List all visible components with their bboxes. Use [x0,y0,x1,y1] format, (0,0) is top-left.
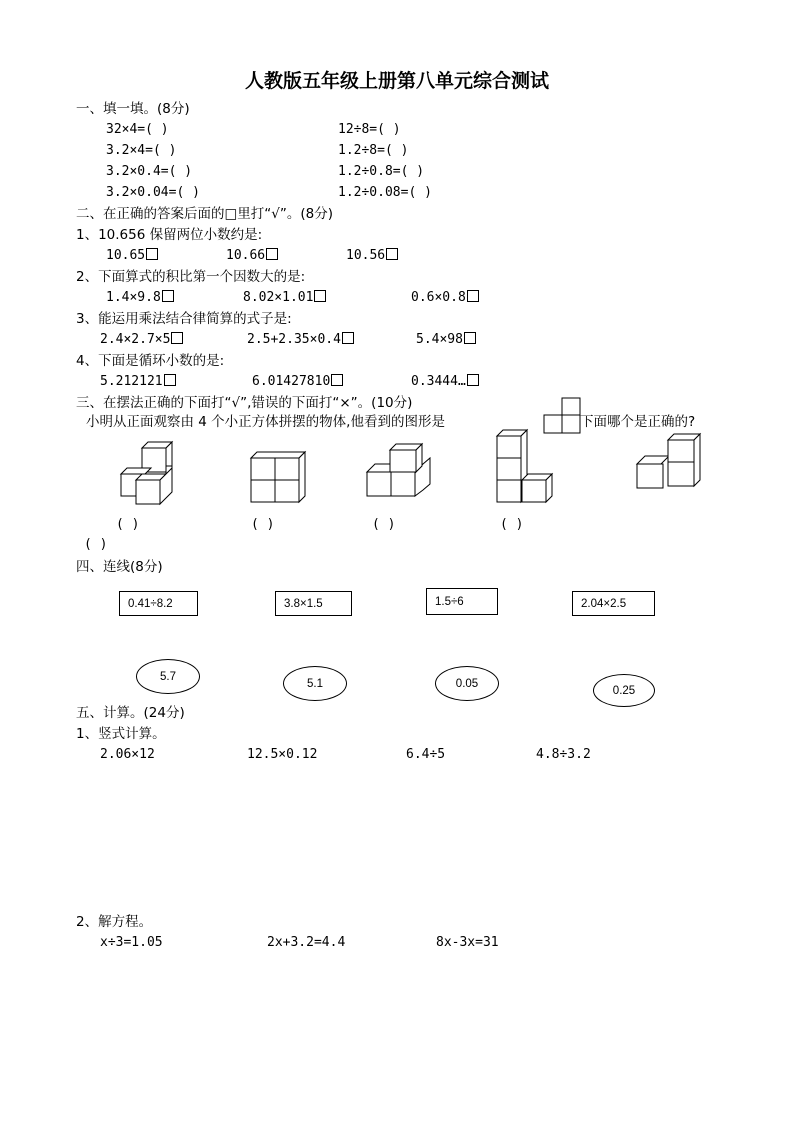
calc-item: 4.8÷3.2 [536,747,591,762]
page-title: 人教版五年级上册第八单元综合测试 [244,70,549,92]
checkbox-square[interactable] [464,332,476,344]
equation-item: 8x-3x=31 [436,935,499,950]
fill-item: 1.2÷0.08=( ) [338,185,432,200]
fill-item: 3.2×0.04=( ) [106,185,200,200]
expression-box[interactable]: 0.41÷8.2 [119,591,198,616]
calc-item: 6.4÷5 [406,747,446,762]
cube-figure-b [250,452,310,506]
subsection-vertical: 1、竖式计算。 [76,726,166,742]
fill-item: 32×4=( ) [106,122,169,137]
option-item: 0.3444… [411,374,479,390]
option-item: 8.02×1.01 [243,290,326,306]
expression-box[interactable]: 1.5÷6 [426,588,498,615]
calc-item: 12.5×0.12 [247,747,318,762]
checkbox-square[interactable] [164,374,176,386]
checkbox-square[interactable] [467,290,479,302]
answer-oval[interactable]: 0.05 [435,666,499,701]
question-3: 3、能运用乘法结合律简算的式子是: [76,311,292,327]
cube-figure-d [496,424,556,506]
section-2-heading: 二、在正确的答案后面的□里打“√”。(8分) [76,206,333,222]
section-5-heading: 五、计算。(24分) [76,705,185,721]
section-4-heading: 四、连线(8分) [76,559,163,575]
subsection-equations: 2、解方程。 [76,914,153,930]
answer-blank[interactable]: ( ) [116,517,140,532]
question-2: 2、下面算式的积比第一个因数大的是: [76,269,306,285]
option-item: 6.01427810 [252,374,343,390]
option-item: 2.4×2.7×5 [100,332,183,348]
option-item: 10.65 [106,248,158,264]
checkbox-square[interactable] [171,332,183,344]
answer-blank[interactable]: ( ) [500,517,524,532]
checkbox-square[interactable] [314,290,326,302]
expression-box[interactable]: 3.8×1.5 [275,591,352,616]
option-item: 5.4×98 [416,332,476,348]
cube-figure-e [636,434,706,496]
fill-item: 3.2×4=( ) [106,143,177,158]
fill-item: 1.2÷8=( ) [338,143,409,158]
question-1: 1、10.656 保留两位小数约是: [76,227,263,243]
answer-oval[interactable]: 0.25 [593,674,655,707]
answer-blank[interactable]: ( ) [372,517,396,532]
expression-box[interactable]: 2.04×2.5 [572,591,655,616]
calc-item: 2.06×12 [100,747,155,762]
option-item: 2.5+2.35×0.4 [247,332,354,348]
option-item: 10.56 [346,248,398,264]
option-item: 10.66 [226,248,278,264]
fill-item: 3.2×0.4=( ) [106,164,193,179]
checkbox-square[interactable] [266,248,278,260]
option-item: 0.6×0.8 [411,290,479,306]
checkbox-square[interactable] [331,374,343,386]
equation-item: x÷3=1.05 [100,935,163,950]
option-item: 5.212121 [100,374,176,390]
section-1-heading: 一、填一填。(8分) [76,101,190,117]
question-text: 小明从正面观察由 4 个小正方体拼摆的物体,他看到的图形是 [86,414,445,430]
cube-figure-c [366,444,436,498]
checkbox-square[interactable] [162,290,174,302]
cube-figure-a [118,440,178,506]
checkbox-square[interactable] [342,332,354,344]
checkbox-square[interactable] [146,248,158,260]
checkbox-square[interactable] [386,248,398,260]
fill-item: 12÷8=( ) [338,122,401,137]
fill-item: 1.2÷0.8=( ) [338,164,425,179]
checkbox-square[interactable] [467,374,479,386]
answer-blank[interactable]: ( ) [84,537,108,552]
section-3-heading: 三、在摆法正确的下面打“√”,错误的下面打“×”。(10分) [76,395,413,411]
answer-oval[interactable]: 5.7 [136,659,200,694]
answer-oval[interactable]: 5.1 [283,666,347,701]
question-text: 下面哪个是正确的? [580,414,696,430]
equation-item: 2x+3.2=4.4 [267,935,346,950]
question-4: 4、下面是循环小数的是: [76,353,225,369]
answer-blank[interactable]: ( ) [251,517,275,532]
option-item: 1.4×9.8 [106,290,174,306]
